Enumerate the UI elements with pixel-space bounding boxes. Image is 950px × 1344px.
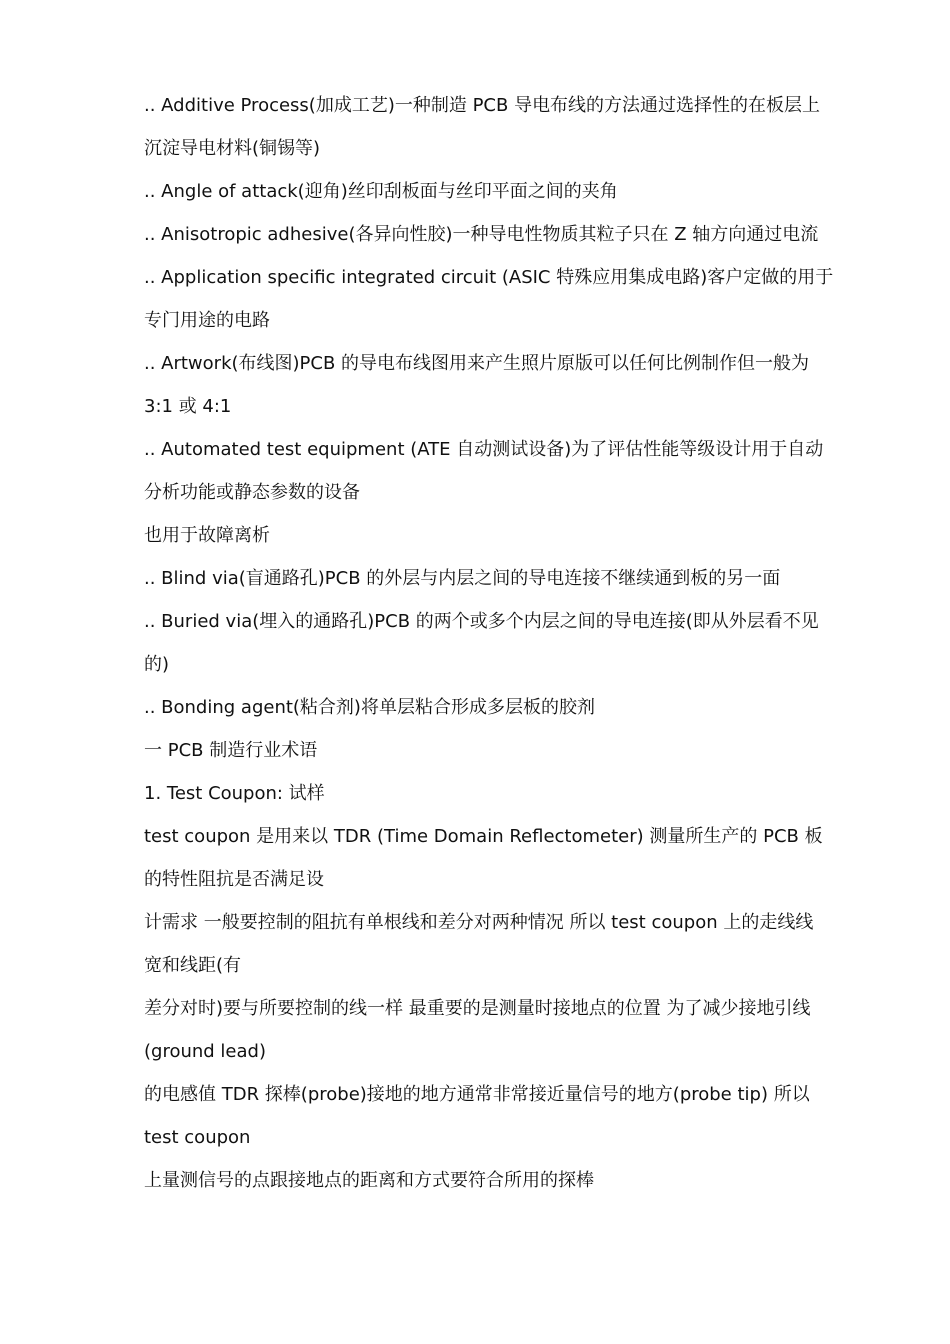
text-line: .. Anisotropic adhesive(各异向性胶)一种导电性物质其粒子只在 Z 轴方向通过电流 (144, 224, 819, 245)
text-line: 的) (144, 654, 170, 675)
text-line: 的电感值 TDR 探棒(probe)接地的地方通常非常接近量信号的地方(probe tip) 所以 (144, 1084, 810, 1105)
text-line: test coupon (144, 1127, 251, 1148)
text-line: .. Artwork(布线图)PCB 的导电布线图用来产生照片原版可以任何比例制作但一般为 (144, 353, 810, 374)
text-line: .. Automated test equipment (ATE 自动测试设备)为了评估性能等级设计用于自动 (144, 439, 824, 460)
text-line: 宽和线距(有 (144, 955, 242, 976)
text-line: .. Additive Process(加成工艺)一种制造 PCB 导电布线的方法通过选择性的在板层上 (144, 95, 821, 116)
text-line: 上量测信号的点跟接地点的距离和方式要符合所用的探棒 (144, 1170, 594, 1191)
text-line: .. Bonding agent(粘合剂)将单层粘合形成多层板的胶剂 (144, 697, 595, 718)
text-line: 专门用途的电路 (144, 310, 270, 331)
text-line: 3:1 或 4:1 (144, 396, 232, 417)
text-line: 分析功能或静态参数的设备 (144, 482, 360, 503)
section-heading: 一 PCB 制造行业术语 (144, 740, 318, 761)
text-line: 差分对时)要与所要控制的线一样 最重要的是测量时接地点的位置 为了减少接地引线 (144, 998, 811, 1019)
text-line: 也用于故障离析 (144, 525, 270, 546)
document-body (144, 84, 884, 1202)
text-line: .. Application specific integrated circuit (ASIC 特殊应用集成电路)客户定做的用于 (144, 267, 834, 288)
text-line: .. Blind via(盲通路孔)PCB 的外层与内层之间的导电连接不继续通到板的另一面 (144, 568, 781, 589)
text-line: 沉淀导电材料(铜锡等) (144, 138, 321, 159)
text-line: .. Angle of attack(迎角)丝印刮板面与丝印平面之间的夹角 (144, 181, 618, 202)
text-line: 计需求 一般要控制的阻抗有单根线和差分对两种情况 所以 test coupon 上的走线线 (144, 912, 814, 933)
text-line: 的特性阻抗是否满足设 (144, 869, 324, 890)
text-line: .. Buried via(埋入的通路孔)PCB 的两个或多个内层之间的导电连接(即从外层看不见 (144, 611, 819, 632)
text-line: (ground lead) (144, 1041, 266, 1062)
text-line: test coupon 是用来以 TDR (Time Domain Reflectometer) 测量所生产的 PCB 板 (144, 826, 823, 847)
term-heading: 1. Test Coupon: 试样 (144, 783, 325, 804)
